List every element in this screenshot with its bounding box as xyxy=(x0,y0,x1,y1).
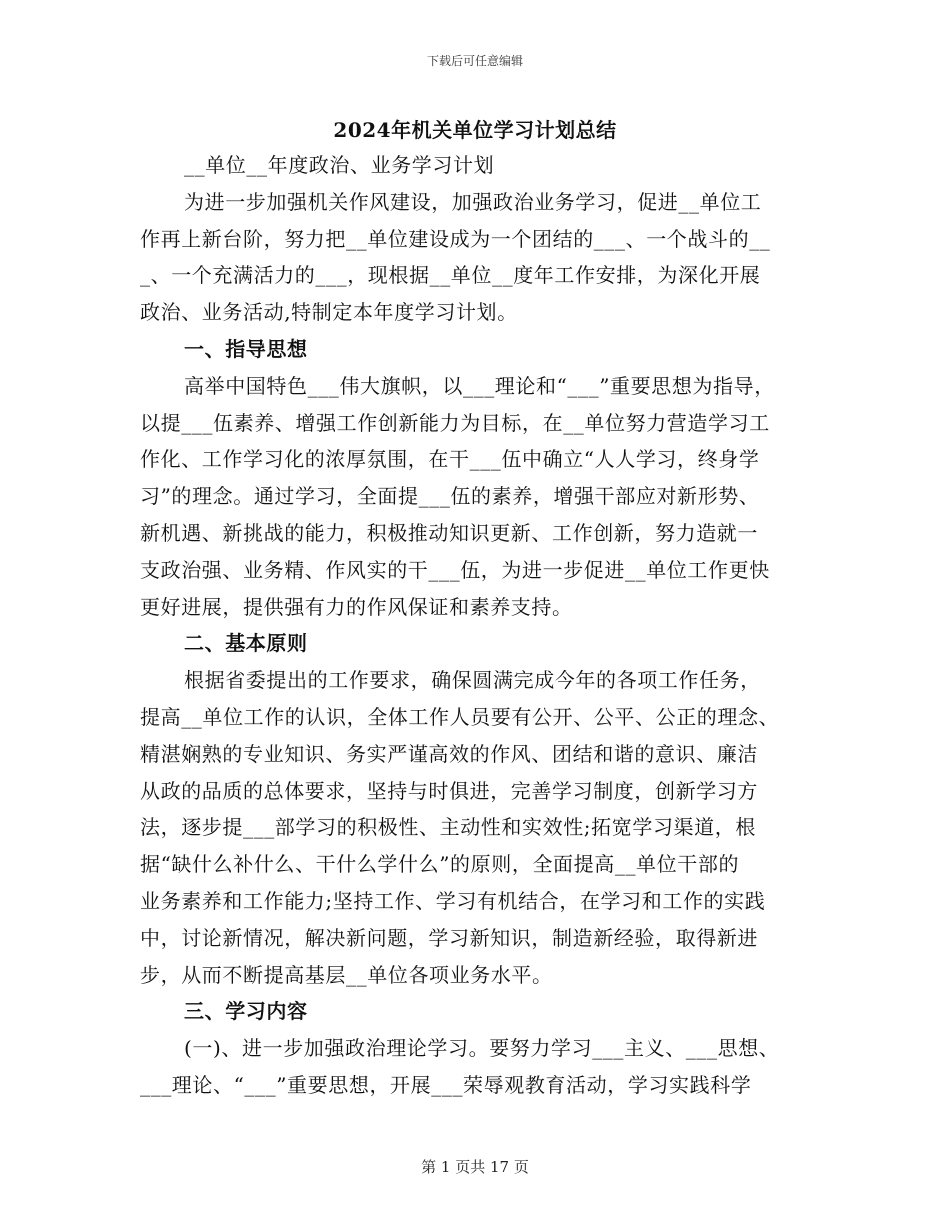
text-line: _、一个充满活力的___，现根据__单位__度年工作安排，为深化开展 xyxy=(140,263,761,288)
text-line: (一)、进一步加强政治理论学习。要努力学习___主义、___思想、 xyxy=(184,1036,780,1061)
section-heading: 三、学习内容 xyxy=(184,999,308,1024)
text-line: 政治、业务活动,特制定本年度学习计划。 xyxy=(140,300,518,325)
text-line: 步，从而不断提高基层__单位各项业务水平。 xyxy=(140,962,553,987)
text-line: 从政的品质的总体要求，坚持与时俱进，完善学习制度，创新学习方 xyxy=(140,778,758,803)
text-line: 作化、工作学习化的浓厚氛围，在干___伍中确立“人人学习，终身学 xyxy=(140,447,760,472)
text-line: 据“缺什么补什么、干什么学什么”的原则，全面提高__单位干部的 xyxy=(140,852,740,877)
text-line: 为进一步加强机关作风建设，加强政治业务学习，促进__单位工 xyxy=(184,189,762,214)
text-line: 作再上新台阶，努力把__单位建设成为一个团结的___、一个战斗的__ xyxy=(140,226,771,251)
text-line: 精湛娴熟的专业知识、务实严谨高效的作风、团结和谐的意识、廉洁 xyxy=(140,741,758,766)
text-line: 支政治强、业务精、作风实的干___伍，为进一步促进__单位工作更快 xyxy=(140,557,770,582)
text-line: 提高__单位工作的认识，全体工作人员要有公开、公平、公正的理念、 xyxy=(140,704,780,729)
text-line: 习”的理念。通过学习，全面提___伍的素养，增强干部应对新形势、 xyxy=(140,484,760,509)
document-body xyxy=(140,147,808,1104)
text-line: 业务素养和工作能力;坚持工作、学习有机结合，在学习和工作的实践 xyxy=(140,888,766,913)
text-line: 根据省委提出的工作要求，确保圆满完成今年的各项工作任务， xyxy=(184,668,761,693)
section-heading: 二、基本原则 xyxy=(184,631,308,656)
document-title: 2024年机关单位学习计划总结 xyxy=(333,118,617,142)
text-line: ___理论、“___”重要思想，开展___荣辱观教育活动，学习实践科学 xyxy=(140,1072,752,1097)
text-line: 以提___伍素养、增强工作创新能力为目标，在__单位努力营造学习工 xyxy=(140,410,770,435)
section-heading: 一、指导思想 xyxy=(184,336,308,361)
page-number: 第 1 页共 17 页 xyxy=(421,1158,529,1176)
text-line: 中，讨论新情况，解决新问题，学习新知识，制造新经验，取得新进 xyxy=(140,925,758,950)
text-line: 法，逐步提___部学习的积极性、主动性和实效性;拓宽学习渠道，根 xyxy=(140,815,756,840)
text-line: 高举中国特色___伟大旗帜，以___理论和“___”重要思想为指导， xyxy=(184,373,775,398)
text-line: __单位__年度政治、业务学习计划 xyxy=(184,153,495,177)
header-note: 下载后可任意编辑 xyxy=(426,54,523,68)
text-line: 新机遇、新挑战的能力，积极推动知识更新、工作创新，努力造就一 xyxy=(140,520,758,545)
text-line: 更好进展，提供强有力的作风保证和素养支持。 xyxy=(140,594,573,619)
